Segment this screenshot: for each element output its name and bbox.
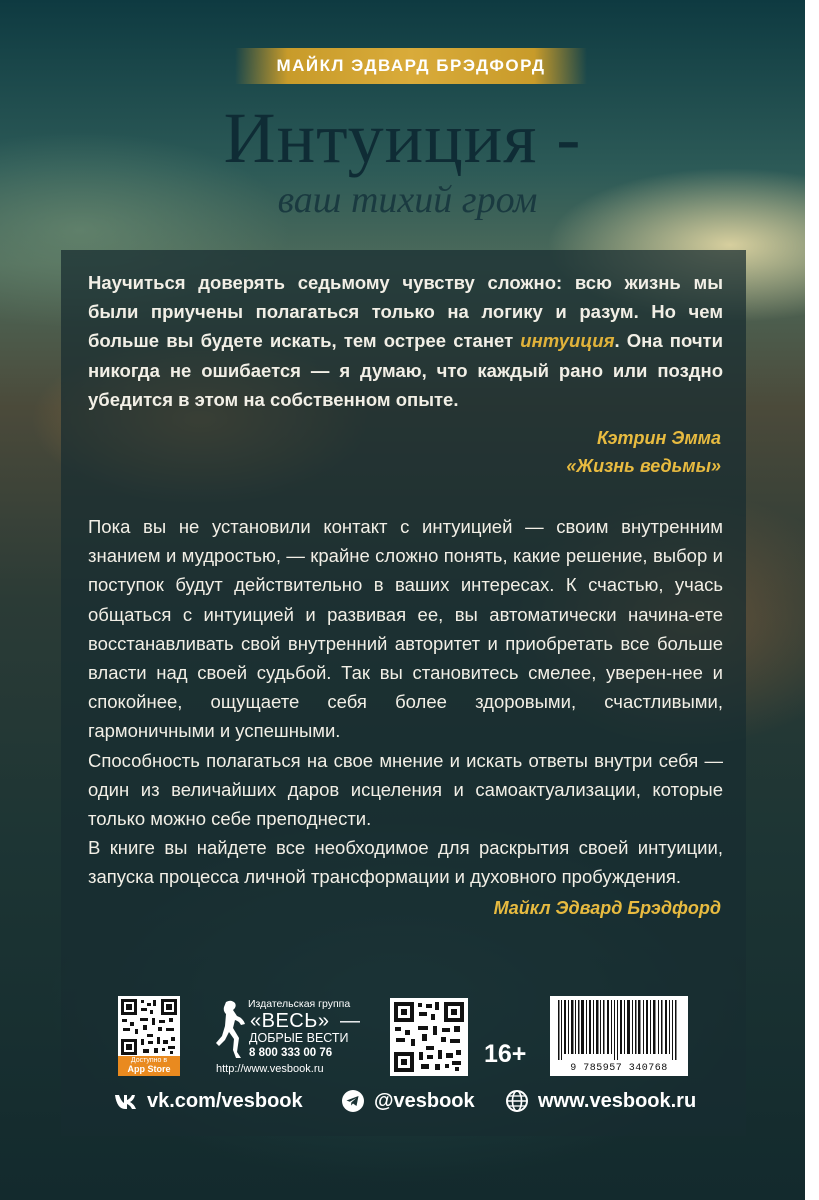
- vk-link[interactable]: [113, 1086, 303, 1116]
- website-link-text: www.vesbook.ru: [538, 1089, 697, 1112]
- qr-code-website: [390, 998, 468, 1076]
- appstore-line-2: App Store: [127, 1064, 171, 1074]
- publisher-dash: —: [340, 1010, 360, 1032]
- description-paragraph-2: Способность полагаться на свое мнение и искать ответы внутри себя — один из величайших даров исцеления и самоактуализации, которые только можно себе преподнести.: [88, 749, 723, 830]
- barcode-number: 9 785957 340768: [570, 1063, 668, 1074]
- quote-source: «Жизнь ведьмы»: [566, 456, 721, 476]
- app-store-badge[interactable]: [118, 1056, 180, 1076]
- description-signature: Майкл Эдвард Брэдфорд: [493, 898, 721, 918]
- appstore-line-1: Доступно в: [130, 1057, 168, 1064]
- quote-highlight: интуиция: [520, 330, 615, 352]
- description-paragraph-1: Пока вы не установили контакт с интуицией — своим внутренним знанием и мудростью, — крайне сложно понять, какие решение, выбор и поступок будут действительно в ваших интересах. К счастью, учась общаться с интуицией и развивая ее, вы автоматически начина-ете восстанавливать свой внутренний авторитет и приобретать все больше власти над своей судьбой. Так вы становитесь смелее, уверен-нее и спокойнее, ощущаете себя более здоровыми, счастливыми, гармоничными и успешными.: [88, 516, 723, 742]
- publisher-label: Издательская группа: [248, 998, 351, 1010]
- book-title: Интуиция -: [223, 98, 582, 178]
- description-paragraph-3: В книге вы найдете все необходимое для раскрытия своей интуиции, запуска процесса личной трансформации и духовного пробуждения.: [88, 837, 723, 888]
- publisher-phone: 8 800 333 00 76: [249, 1047, 333, 1059]
- quote-author: Кэтрин Эмма: [597, 428, 721, 448]
- isbn-barcode: [550, 996, 688, 1076]
- description-text: [88, 512, 723, 892]
- telegram-link[interactable]: [340, 1086, 475, 1116]
- age-rating: 16+: [484, 1040, 527, 1068]
- barcode-bars: [550, 996, 688, 1064]
- publisher-url[interactable]: http://www.vesbook.ru: [216, 1063, 324, 1075]
- vk-link-text: vk.com/vesbook: [147, 1089, 303, 1112]
- telegram-icon: [340, 1088, 366, 1114]
- publisher-subname: ДОБРЫЕ ВЕСТИ: [249, 1031, 349, 1045]
- globe-icon: [504, 1088, 530, 1114]
- publisher-name: «ВЕСЬ»: [250, 1010, 330, 1032]
- vk-icon: [113, 1088, 139, 1114]
- author-name: МАЙКЛ ЭДВАРД БРЭДФОРД: [276, 56, 546, 75]
- author-name-band: [235, 48, 587, 84]
- publisher-logo-icon: [212, 998, 252, 1068]
- quote-text: [88, 268, 723, 414]
- quote-part-1: Научиться доверять седьмому чувству сложно: всю жизнь мы были приучены полагаться только на логику и разум. Но чем больше вы будете искать, тем острее станет: [88, 272, 723, 352]
- qr-code-app: [118, 996, 180, 1058]
- book-subtitle: ваш тихий гром: [277, 179, 538, 221]
- page-edge: [805, 0, 819, 1200]
- website-link[interactable]: [504, 1086, 696, 1116]
- quote-part-2: . Она почти никогда не ошибается — я думаю, что каждый рано или поздно убедится в этом на собственном опыте.: [88, 330, 723, 410]
- telegram-link-text: @vesbook: [374, 1089, 475, 1112]
